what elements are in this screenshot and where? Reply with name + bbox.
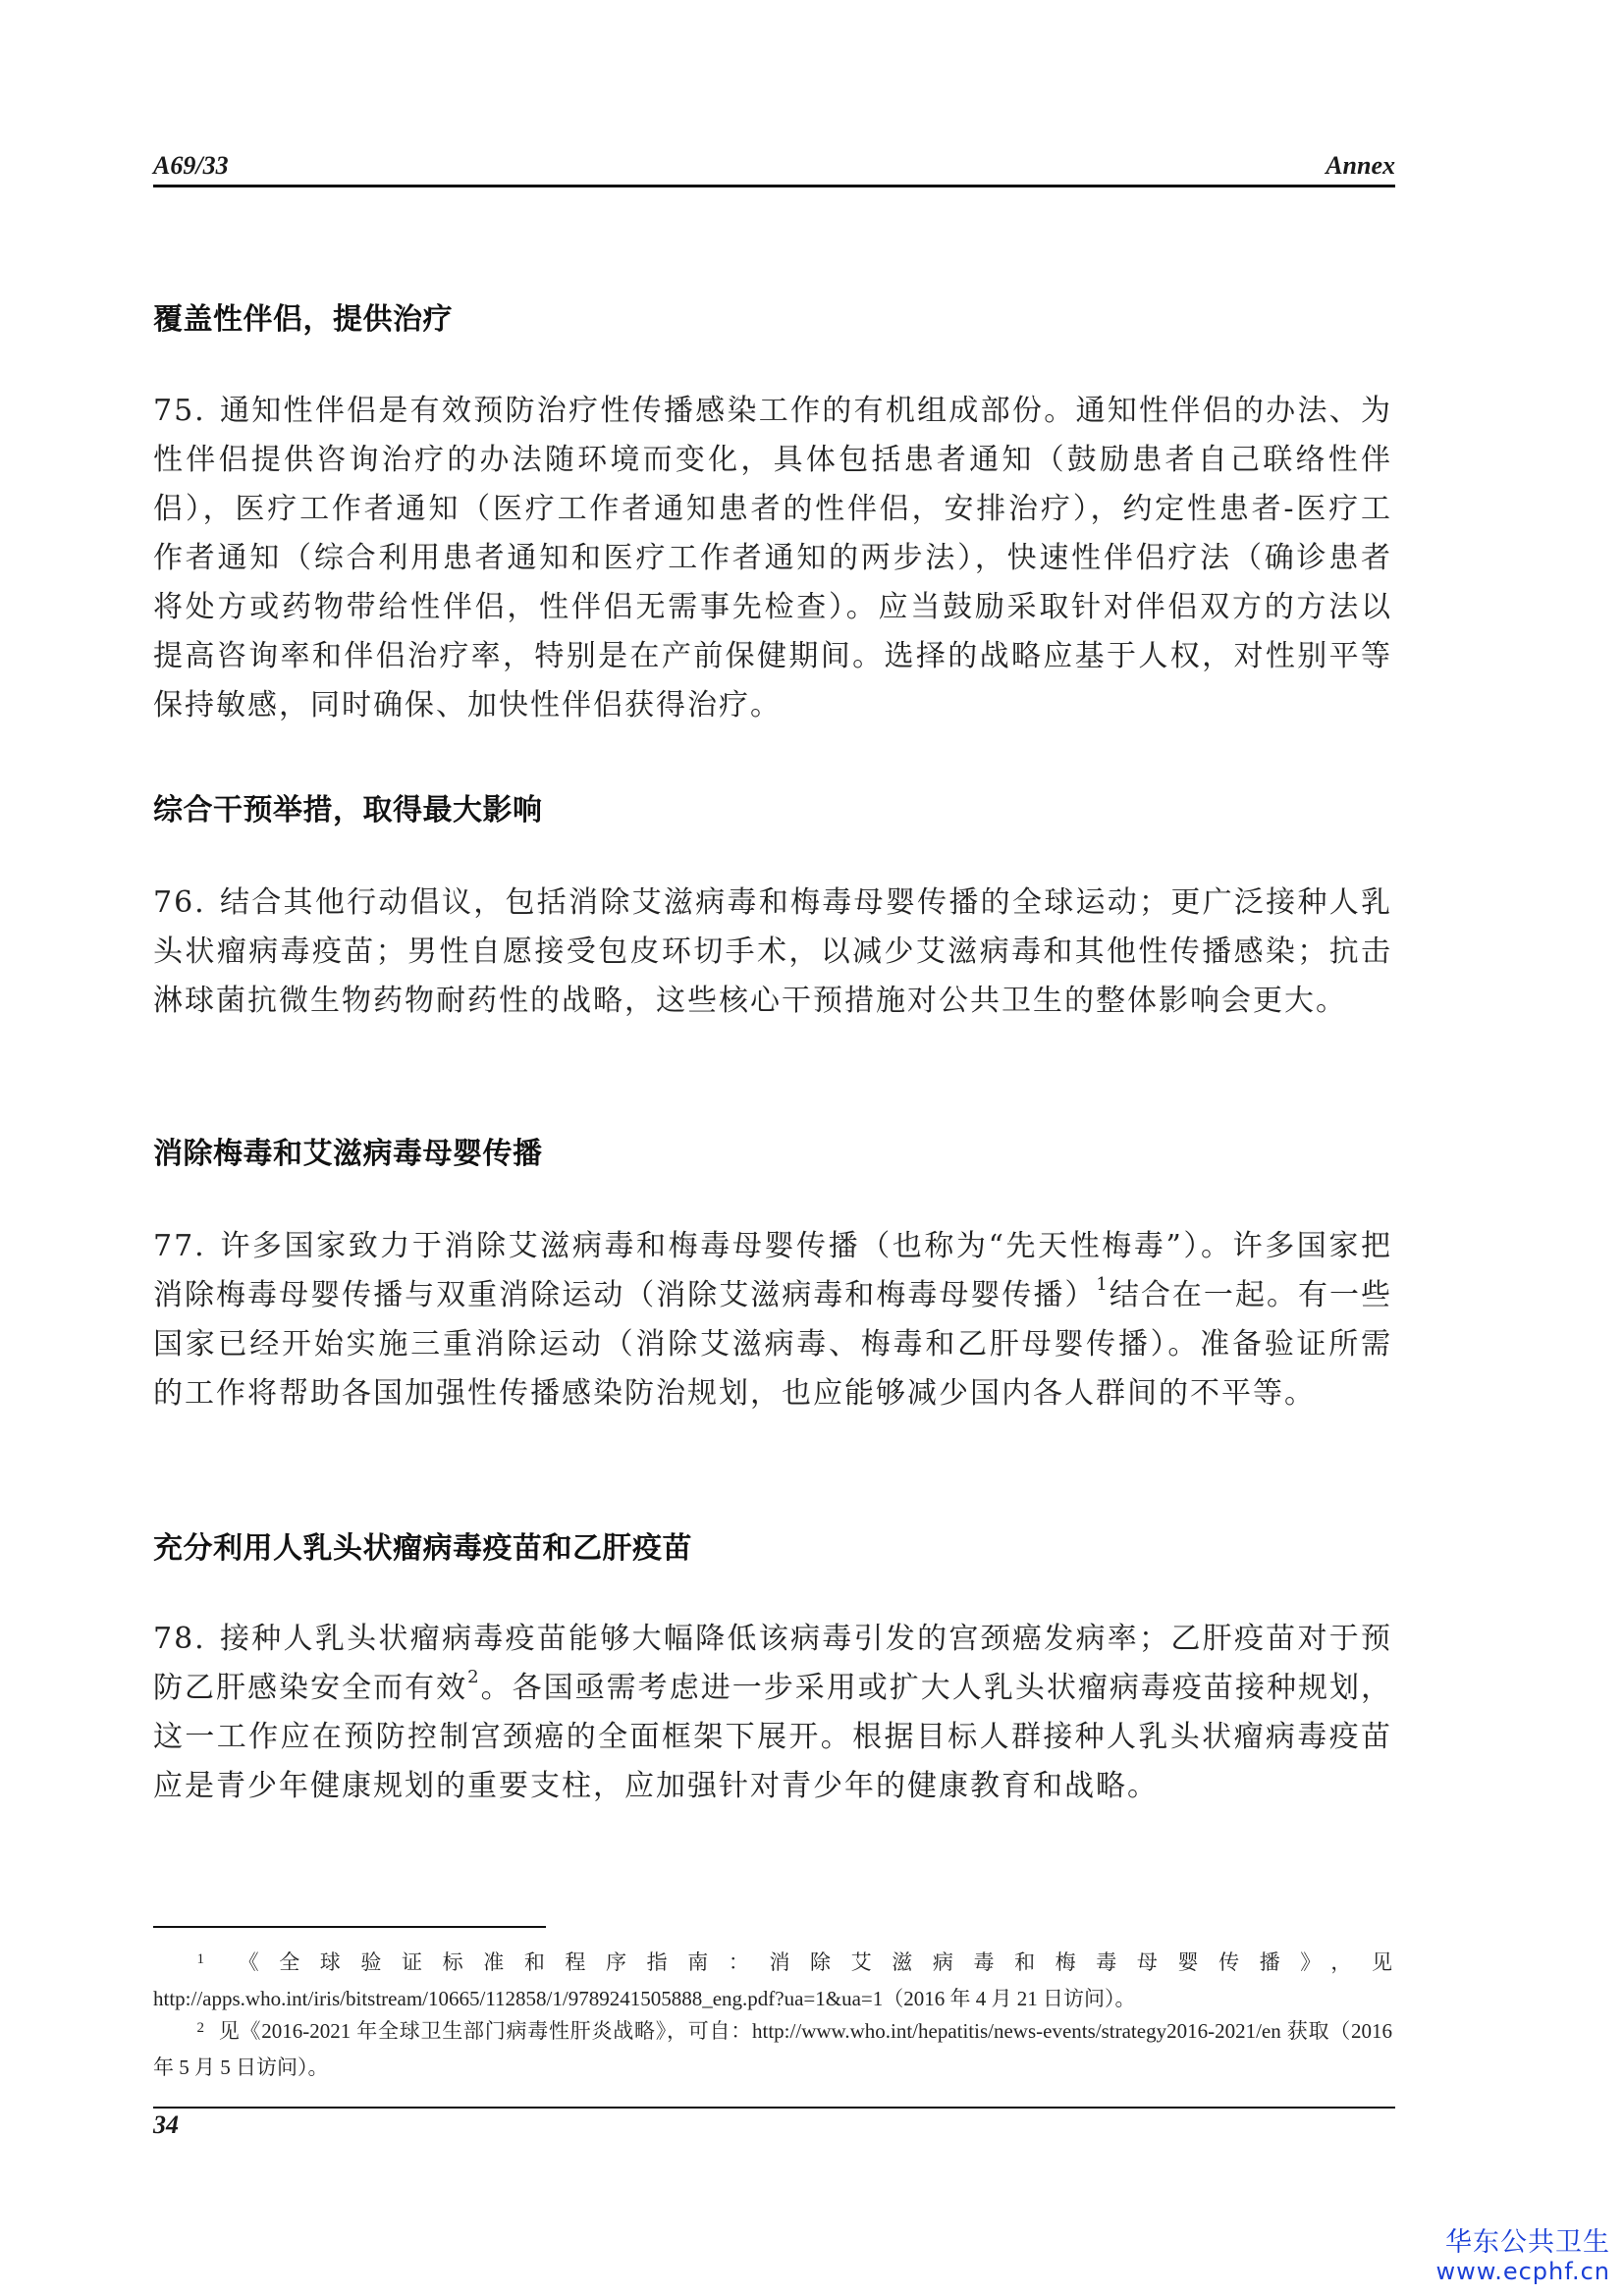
footnote-text: 见《2016-2021 年全球卫生部门病毒性肝炎战略》，可自：http://www.who.int/hepatitis/news-events/strategy2016-2021/en 获取（2016 年 5 月 5 日访问）。 (153, 2019, 1392, 2079)
document-code: A69/33 (153, 151, 229, 180)
paragraph-number: 75. (153, 394, 206, 428)
section-heading-76: 综合干预举措，取得最大影响 (153, 793, 543, 828)
paragraph-number: 77. (153, 1229, 206, 1263)
section-heading-78: 充分利用人乳头状瘤病毒疫苗和乙肝疫苗 (153, 1531, 692, 1566)
footnote-1 (153, 1946, 1392, 2015)
paragraph-77 (153, 1222, 1392, 1418)
paragraph-text-cont: 结合在一起。有一些国家已经开始实施三重消除运动（消除艾滋病毒、梅毒和乙肝母婴传播）。准备验证所需的工作将帮助各国加强性传播感染防治规划，也应能够减少国内各人群间的不平等。 (153, 1278, 1393, 1411)
paragraph-76 (153, 879, 1392, 1026)
section-heading-75: 覆盖性伴侣，提供治疗 (153, 302, 453, 337)
watermark-title: 华东公共卫生 (1445, 2227, 1610, 2258)
annex-label: Annex (1326, 151, 1395, 180)
watermark-url[interactable]: www.ecphf.cn (1435, 2258, 1610, 2285)
footnote-ref-1[interactable]: 1 (1096, 1274, 1110, 1295)
page-header (153, 145, 1395, 187)
footnote-text: 《全球验证标准和程序指南：消除艾滋病毒和梅毒母婴传播》，见 http://apps.who.int/iris/bitstream/10665/112858/1/9789241505888_eng.pdf?ua=1&ua=1（2016 年 4 月 21 日访问）。 (153, 1950, 1392, 2010)
paragraph-text: 结合其他行动倡议，包括消除艾滋病毒和梅毒母婴传播的全球运动；更广泛接种人乳头状瘤病毒疫苗；男性自愿接受包皮环切手术，以减少艾滋病毒和其他性传播感染；抗击淋球菌抗微生物药物耐药性的战略，这些核心干预措施对公共卫生的整体影响会更大。 (153, 885, 1392, 1018)
paragraph-number: 76. (153, 885, 206, 920)
paragraph-text: 许多国家致力于消除艾滋病毒和梅毒母婴传播（也称为“先天性梅毒”）。许多国家把消除梅毒母婴传播与双重消除运动（消除艾滋病毒和梅毒母婴传播） (153, 1229, 1392, 1312)
footnote-ref-2[interactable]: 2 (467, 1667, 481, 1687)
footnote-separator (153, 1926, 546, 1928)
paragraph-75 (153, 387, 1392, 730)
footnote-2 (153, 2014, 1392, 2084)
paragraph-text: 接种人乳头状瘤病毒疫苗能够大幅降低该病毒引发的宫颈癌发病率；乙肝疫苗对于预防乙肝感染安全而有效 (153, 1622, 1392, 1705)
paragraph-text-cont: 。各国亟需考虑进一步采用或扩大人乳头状瘤病毒疫苗接种规划，这一工作应在预防控制宫颈癌的全面框架下展开。根据目标人群接种人乳头状瘤病毒疫苗应是青少年健康规划的重要支柱，应加强针对青少年的健康教育和战略。 (153, 1671, 1392, 1803)
page-number: 34 (153, 2110, 179, 2139)
footer-rule (153, 2107, 1395, 2109)
paragraph-78 (153, 1615, 1392, 1811)
footnote-mark: 1 (196, 1951, 204, 1967)
paragraph-text: 通知性伴侣是有效预防治疗性传播感染工作的有机组成部份。通知性伴侣的办法、为性伴侣提供咨询治疗的办法随环境而变化，具体包括患者通知（鼓励患者自己联络性伴侣），医疗工作者通知（医疗工作者通知患者的性伴侣，安排治疗），约定性患者-医疗工作者通知（综合利用患者通知和医疗工作者通知的两步法），快速性伴侣疗法（确诊患者将处方或药物带给性伴侣，性伴侣无需事先检查）。应当鼓励采取针对伴侣双方的方法以提高咨询率和伴侣治疗率，特别是在产前保健期间。选择的战略应基于人权，对性别平等保持敏感，同时确保、加快性伴侣获得治疗。 (153, 394, 1392, 722)
section-heading-77: 消除梅毒和艾滋病毒母婴传播 (153, 1137, 543, 1171)
paragraph-number: 78. (153, 1622, 206, 1656)
footnote-mark: 2 (196, 2020, 204, 2036)
